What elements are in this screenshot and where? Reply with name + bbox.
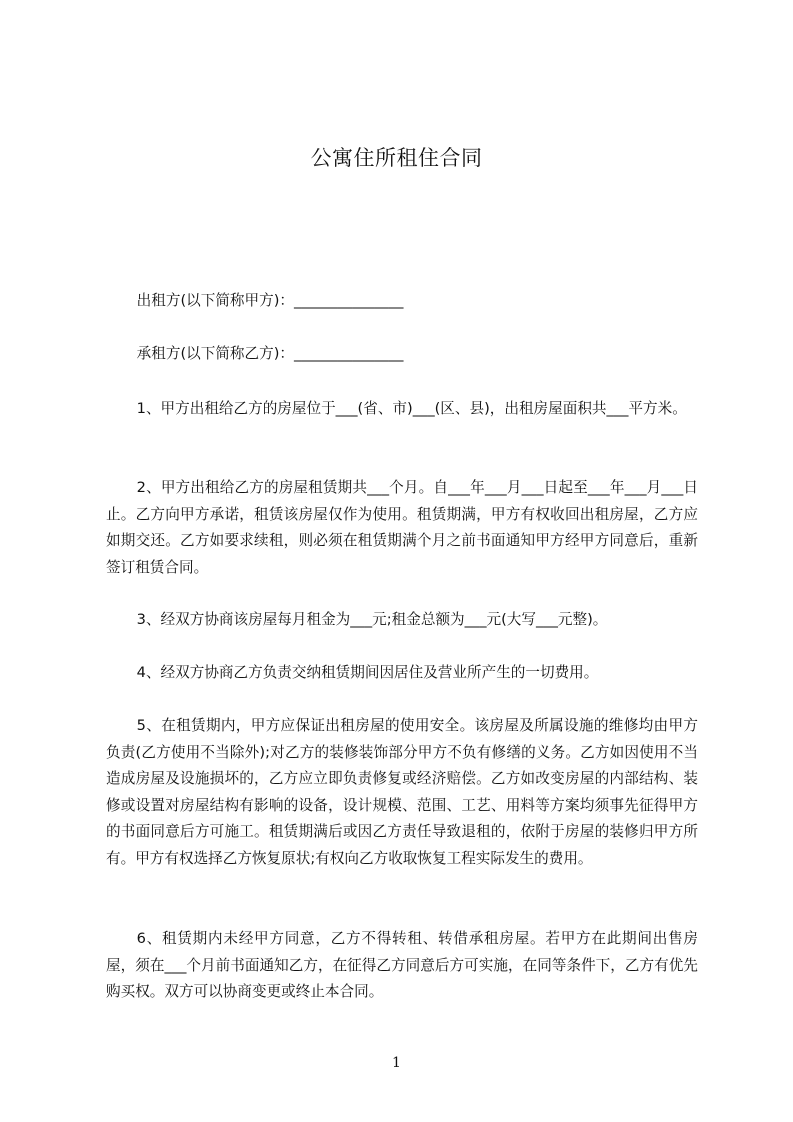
clause-1: 1、甲方出租给乙方的房屋位于___(省、市)___(区、县)，出租房屋面积共___平方米。: [136, 400, 687, 417]
document-title: 公寓住所租住合同: [310, 146, 483, 170]
lessor-line: 出租方(以下简称甲方)：_______________: [136, 292, 404, 309]
clause-6: 6、租赁期内未经甲方同意，乙方不得转租、转借承租房屋。若甲方在此期间出售房屋，须在___个月前书面通知乙方，在征得乙方同意后方可实施，在同等条件下，乙方有优先购买权。双方可以协商变更或终止本合同。: [106, 930, 698, 1000]
clause-5: 5、在租赁期内，甲方应保证出租房屋的使用安全。该房屋及所属设施的维修均由甲方负责(乙方使用不当除外);对乙方的装修装饰部分甲方不负有修缮的义务。乙方如因使用不当造成房屋及设施损坏的，乙方应立即负责修复或经济赔偿。乙方如改变房屋的内部结构、装修或设置对房屋结构有影响的设备，设计规模、范围、工艺、用料等方案均须事先征得甲方的书面同意后方可施工。租赁期满后或因乙方责任导致退租的，依附于房屋的装修归甲方所有。甲方有权选择乙方恢复原状;有权向乙方收取恢复工程实际发生的费用。: [106, 717, 698, 867]
lessee-line: 承租方(以下简称乙方)：_______________: [136, 345, 404, 362]
clause-2: 2、甲方出租给乙方的房屋租赁期共___个月。自___年___月___日起至___年___月___日止。乙方向甲方承诺，租赁该房屋仅作为使用。租赁期满，甲方有权收回出租房屋，乙方应如期交还。乙方如要求续租，则必须在租赁期满个月之前书面通知甲方经甲方同意后，重新签订租赁合同。: [106, 479, 698, 576]
clause-4: 4、经双方协商乙方负责交纳租赁期间因居住及营业所产生的一切费用。: [136, 664, 599, 681]
clause-3: 3、经双方协商该房屋每月租金为___元;租金总额为___元(大写___元整)。: [136, 611, 608, 628]
page-number: 1: [392, 1055, 401, 1071]
